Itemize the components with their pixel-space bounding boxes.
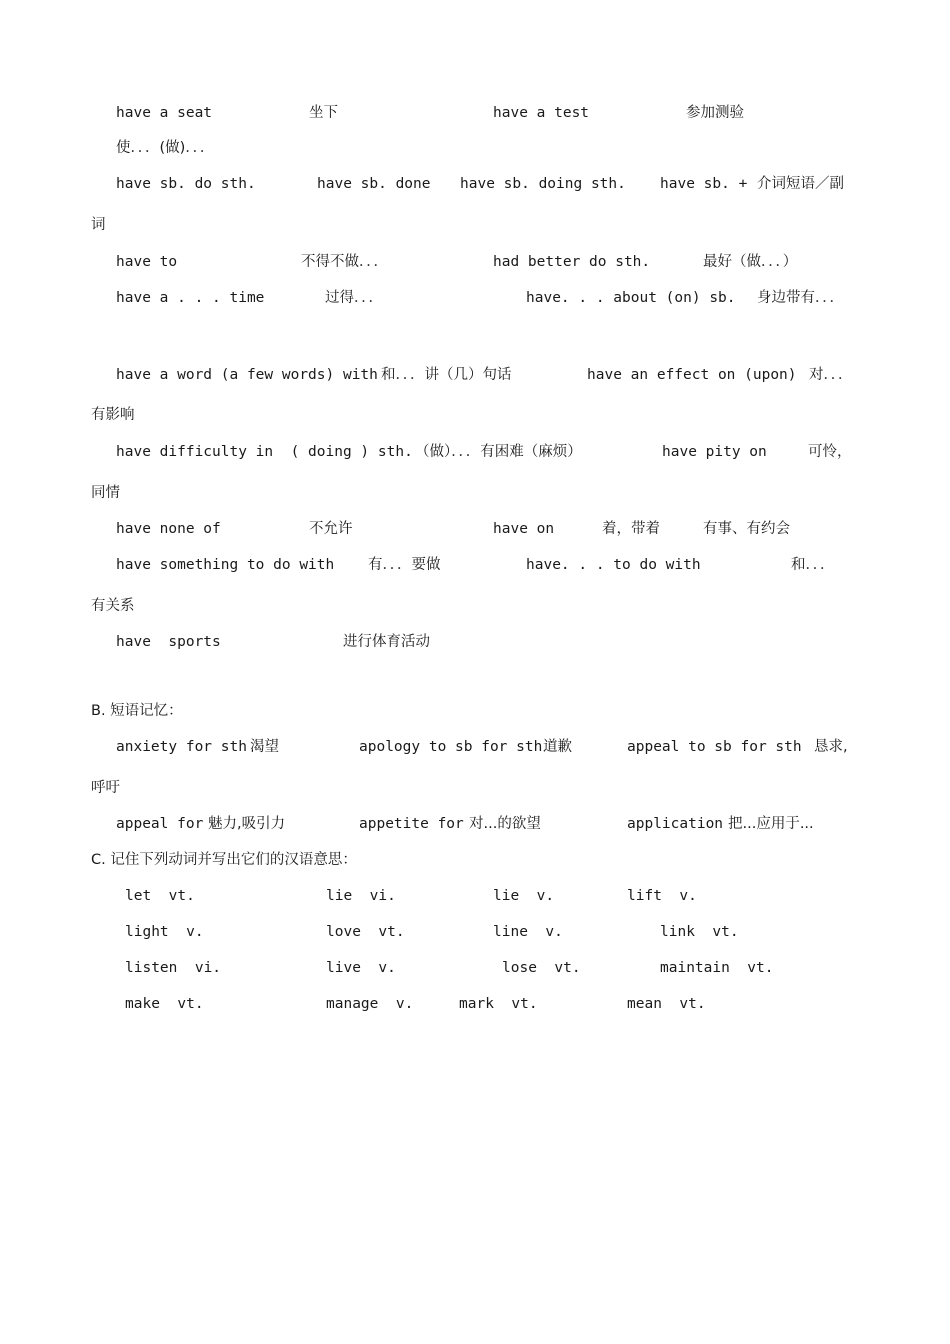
phrase-en: have. . . to do with [526, 557, 701, 573]
phrase-en: appetite for [359, 816, 464, 832]
phrase-zh: 把...应用于... [728, 816, 814, 832]
phrase-en: have sb. + [660, 176, 757, 192]
verb-item: maintain vt. [660, 960, 774, 976]
verb-item: lift v. [627, 888, 697, 904]
phrase-zh: 参加测验 [686, 105, 744, 121]
phrase-en: have to [116, 254, 178, 270]
phrase-en: anxiety for sth [116, 739, 247, 755]
verb-item: lie v. [493, 888, 555, 904]
phrase-zh: 对...的欲望 [469, 816, 541, 832]
phrase-zh: 词 [91, 217, 106, 233]
phrase-en: have difficulty in ( doing ) sth. [116, 444, 413, 460]
verb-item: lie vi. [326, 888, 396, 904]
verb-item: love vt. [326, 924, 405, 940]
verb-item: listen vi. [125, 960, 222, 976]
phrase-zh: 有事、有约会 [703, 521, 790, 537]
phrase-zh: 对．．． [809, 367, 853, 383]
phrase-zh: 呼吁 [91, 780, 120, 796]
phrase-en: have an effect on (upon) [587, 367, 797, 383]
phrase-zh: 最好（做．．．） [703, 254, 798, 270]
phrase-en: have something to do with [116, 557, 335, 573]
phrase-en: had better do sth. [493, 254, 651, 270]
phrase-en: appeal for [116, 816, 204, 832]
phrase-zh: 坐下 [309, 105, 338, 121]
verb-item: light v. [125, 924, 204, 940]
phrase-en: have sb. do sth. [116, 176, 256, 192]
phrase-zh: 过得．．． [325, 290, 383, 306]
phrase-en: have sports [116, 634, 221, 650]
phrase-en: application [627, 816, 724, 832]
phrase-en: apology to sb for sth [359, 739, 543, 755]
phrase-zh: 介词短语／副 [757, 176, 844, 192]
phrase-en: have. . . about (on) sb. [526, 290, 736, 306]
phrase-zh: 恳求, [814, 739, 848, 755]
phrase-zh: 魅力,吸引力 [208, 816, 286, 832]
phrase-zh: 和．．．讲（几）句话 [381, 367, 512, 383]
phrase-en: have a seat [116, 105, 213, 121]
verb-item: line v. [493, 924, 563, 940]
phrase-en: have sb. doing sth. [460, 176, 626, 192]
phrase-zh: 进行体育活动 [343, 634, 430, 650]
verb-item: live v. [326, 960, 396, 976]
phrase-en: have on [493, 521, 555, 537]
phrase-zh: 不得不做．．． [301, 254, 388, 270]
phrase-en: have a test [493, 105, 590, 121]
phrase-en: have a word (a few words) with [116, 367, 378, 383]
phrase-zh: 身边带有．．． [757, 290, 844, 306]
phrase-zh: 有关系 [91, 598, 135, 614]
phrase-en: have pity on [662, 444, 767, 460]
verb-item: make vt. [125, 996, 204, 1012]
verb-item: mark vt. [459, 996, 538, 1012]
phrase-en: have none of [116, 521, 221, 537]
phrase-zh: 渴望 [250, 739, 279, 755]
verb-item: let vt. [125, 888, 195, 904]
phrase-zh: 可怜， [808, 444, 852, 460]
verb-item: lose vt. [502, 960, 581, 976]
phrase-zh: 和．．． [791, 557, 835, 573]
phrase-zh: （做）．．．有困难（麻烦） [415, 444, 582, 460]
phrase-zh: 使．．．(做)．．． [116, 140, 215, 156]
verb-item: mean vt. [627, 996, 706, 1012]
phrase-en: appeal to sb for sth [627, 739, 802, 755]
verb-item: manage v. [326, 996, 414, 1012]
section-c-heading: C. 记住下列动词并写出它们的汉语意思： [91, 852, 357, 868]
phrase-zh: 有．．．要做 [368, 557, 441, 573]
phrase-zh: 有影响 [91, 407, 135, 423]
phrase-en: have a . . . time [116, 290, 265, 306]
phrase-zh: 同情 [91, 485, 120, 501]
phrase-zh: 着，带着 [602, 521, 660, 537]
phrase-en: have sb. done [317, 176, 431, 192]
phrase-zh: 道歉 [543, 739, 572, 755]
phrase-zh: 不允许 [309, 521, 353, 537]
verb-item: link vt. [660, 924, 739, 940]
section-b-heading: B. 短语记忆： [91, 703, 183, 719]
